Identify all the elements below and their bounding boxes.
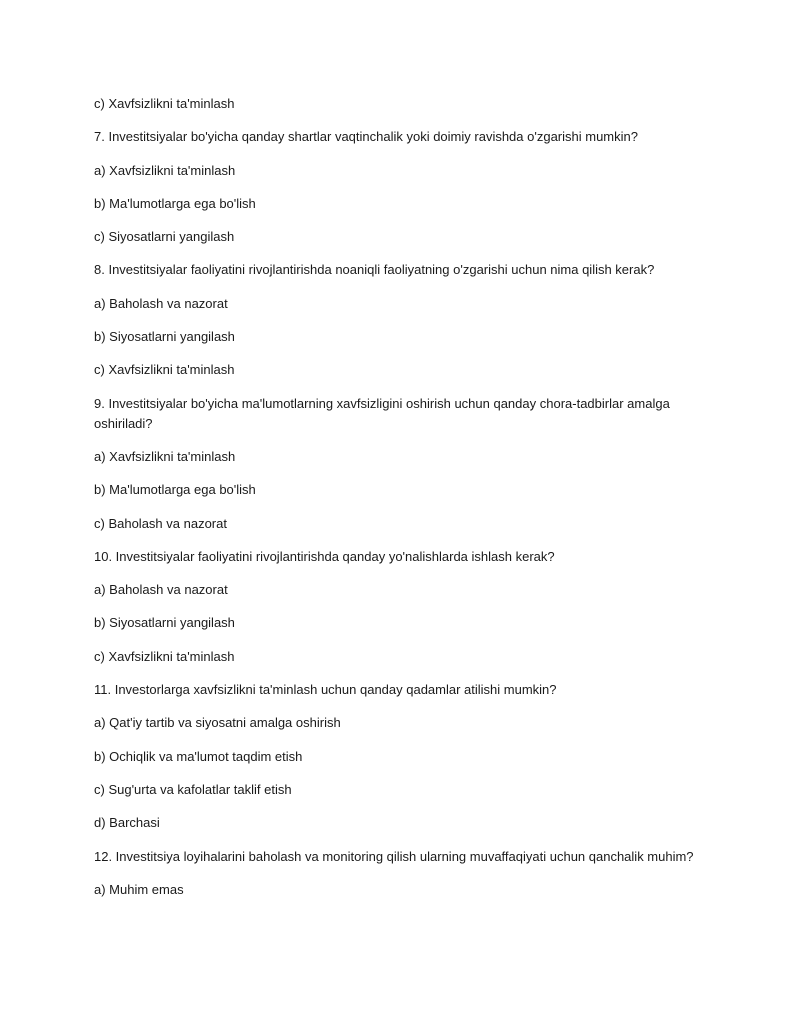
- answer-option: c) Xavfsizlikni ta'minlash: [94, 96, 235, 111]
- answer-option: c) Baholash va nazorat: [94, 515, 227, 531]
- answer-option: d) Barchasi: [94, 815, 160, 831]
- question-9: 9. Investitsiyalar bo'yicha ma'lumotlarning xavfsizligini oshirish uchun qanday chora-tadbirlar amalga oshiriladi?: [94, 395, 670, 431]
- answer-option: a) Xavfsizlikni ta'minlash: [94, 448, 236, 464]
- answer-option: a) Xavfsizlikni ta'minlash: [94, 162, 236, 178]
- answer-option: b) Siyosatlarni yangilash: [94, 615, 235, 631]
- document-body: [94, 94, 694, 913]
- answer-option: b) Siyosatlarni yangilash: [94, 329, 235, 345]
- question-8: 8. Investitsiyalar faoliyatini rivojlantirishda noaniqli faoliyatning o'zgarishi uchun nima qilish kerak?: [94, 262, 655, 278]
- answer-option: a) Baholash va nazorat: [94, 295, 228, 311]
- answer-option: c) Siyosatlarni yangilash: [94, 229, 235, 245]
- answer-option: c) Xavfsizlikni ta'minlash: [94, 362, 235, 378]
- answer-option: a) Muhim emas: [94, 881, 184, 897]
- answer-option: b) Ochiqlik va ma'lumot taqdim etish: [94, 748, 303, 764]
- question-7: 7. Investitsiyalar bo'yicha qanday shartlar vaqtinchalik yoki doimiy ravishda o'zgarishi mumkin?: [94, 129, 638, 145]
- answer-option: a) Qat'iy tartib va siyosatni amalga oshirish: [94, 715, 341, 731]
- question-11: 11. Investorlarga xavfsizlikni ta'minlash uchun qanday qadamlar atilishi mumkin?: [94, 682, 557, 698]
- answer-option: b) Ma'lumotlarga ega bo'lish: [94, 482, 256, 498]
- question-10: 10. Investitsiyalar faoliyatini rivojlantirishda qanday yo'nalishlarda ishlash kerak?: [94, 548, 555, 564]
- answer-option: b) Ma'lumotlarga ega bo'lish: [94, 195, 256, 211]
- answer-option: c) Xavfsizlikni ta'minlash: [94, 648, 235, 664]
- answer-option: c) Sug'urta va kafolatlar taklif etish: [94, 781, 292, 797]
- answer-option: a) Baholash va nazorat: [94, 582, 228, 598]
- question-12: 12. Investitsiya loyihalarini baholash va monitoring qilish ularning muvaffaqiyati uchun qanchalik muhim?: [94, 848, 694, 864]
